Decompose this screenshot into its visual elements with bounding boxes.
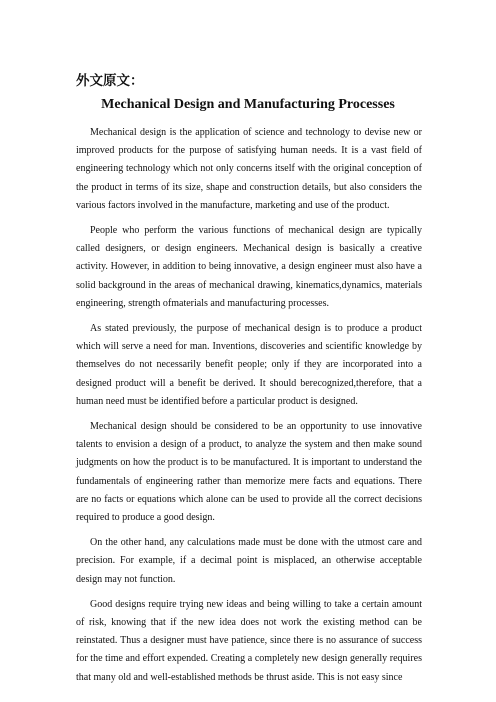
- paragraph: On the other hand, any calculations made must be done with the utmost care and precision. For example, if a decimal point is misplaced, an otherwise acceptable design may not function.: [76, 537, 422, 585]
- paragraph: Mechanical design is the application of science and technology to devise new or improved products for the purpose of satisfying human needs. It is a vast field of engineering technology which not only concerns itself with the original conception of the product in terms of its size, shape and construction details, but also considers the various factors involved in the manufacture, marketing and use of the product.: [76, 127, 422, 211]
- document-title: Mechanical Design and Manufacturing Processes: [101, 97, 395, 112]
- paragraph: Good designs require trying new ideas and being willing to take a certain amount of risk, knowing that if the new idea does not work the existing method can be reinstated. Thus a designer must have patience, since there is no assurance of success for the time and effort expended. Creating a completely new design generally requires that many old and well-established methods be thrust aside. This is not easy since: [76, 598, 422, 683]
- document-body: [76, 124, 422, 694]
- paragraph: People who perform the various functions of mechanical design are typically called designers, or design engineers. Mechanical design is basically a creative activity. However, in addition to being innovative, a design engineer must also have a solid background in the areas of mechanical drawing, kinematics,dynamics, materials engineering, strength ofmaterials and manufacturing processes.: [76, 225, 422, 309]
- paragraph: Mechanical design should be considered to be an opportunity to use innovative talents to envision a design of a product, to analyze the system and then make sound judgments on how the product is to be manufactured. It is important to understand the fundamentals of engineering rather than memorize mere facts and equations. There are no facts or equations which alone can be used to provide all the correct decisions required to produce a good design.: [76, 421, 422, 524]
- paragraph: As stated previously, the purpose of mechanical design is to produce a product which will serve a need for man. Inventions, discoveries and scientific knowledge by themselves do not necessarily benefit people; only if they are incorporated into a designed product will a benefit be derived. It should berecognized,therefore, that a human need must be identified before a particular product is designed.: [76, 323, 422, 407]
- section-label: 外文原文：: [76, 73, 144, 89]
